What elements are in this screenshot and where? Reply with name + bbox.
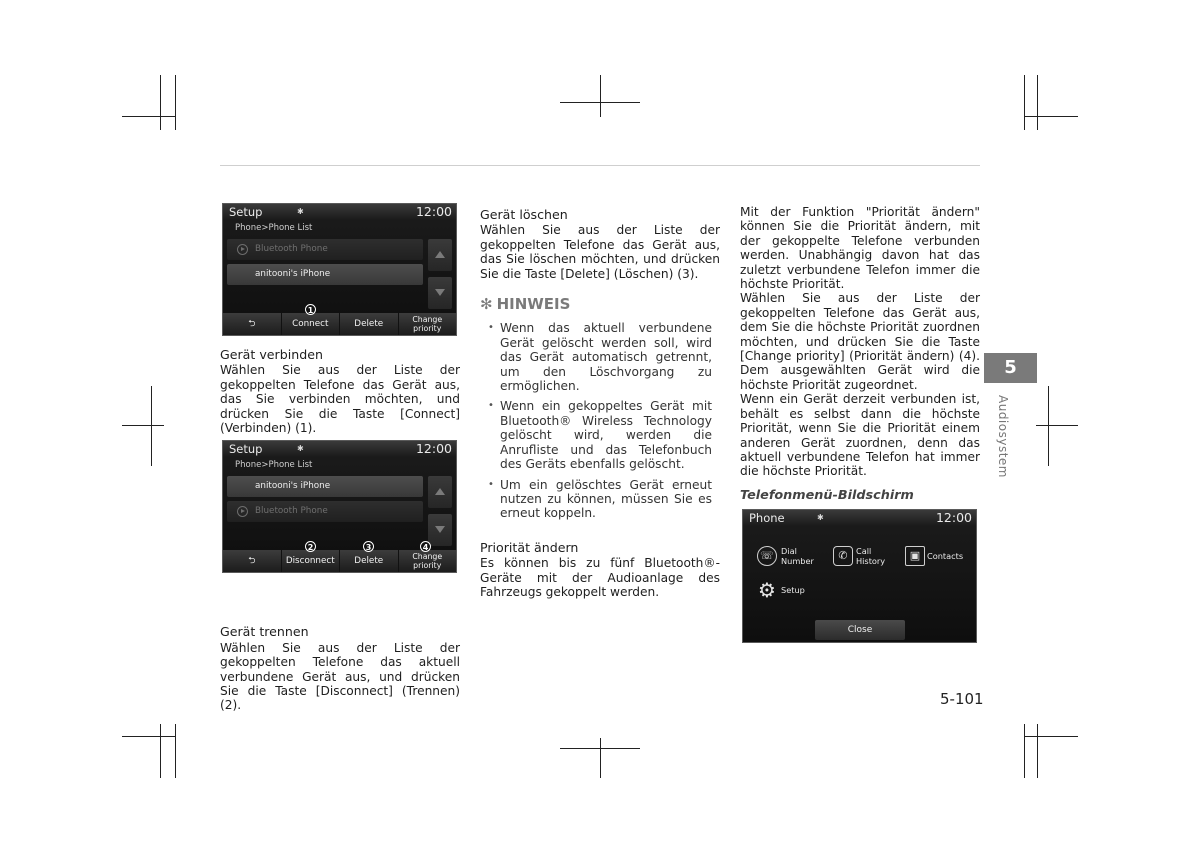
- contacts-icon[interactable]: ▣: [905, 546, 925, 566]
- section-text: Wählen Sie aus der Liste der gekoppelten Telefone das aktuell verbundene Gerät aus, und drücken Sie die Taste [Disconnect] (Trennen) (2).: [220, 640, 460, 713]
- page-number: 5-101: [940, 690, 984, 708]
- crop-mark: [1024, 736, 1078, 737]
- back-arrow-icon: ⮌: [248, 556, 256, 566]
- chapter-tab: 5: [984, 353, 1037, 383]
- list-item: • Wenn ein gekoppeltes Gerät mit Bluetooth® Wireless Technology gelöscht wird, werden die Anrufliste und das Telefonbuch des Geräts ebenfalls gelöscht.: [480, 399, 720, 471]
- section-heading: Gerät löschen: [480, 207, 568, 222]
- chapter-label: Audiosystem: [996, 395, 1010, 478]
- section-text: Mit der Funktion "Priorität ändern" können Sie die Priorität ändern, mit der gekoppelte Telefone verbunden werden. Unabhängig davon hat das zuletzt verbundene Telefon immer die höchste Priorität.: [740, 205, 980, 292]
- crop-mark: [1024, 75, 1025, 130]
- crop-mark: [122, 425, 164, 426]
- crop-mark: [1024, 116, 1078, 117]
- list-item-label: anitooni's iPhone: [255, 481, 331, 491]
- list-item[interactable]: [227, 501, 423, 522]
- callout-marker: 3: [363, 541, 374, 552]
- section-text: Es können bis zu fünf Bluetooth®-Geräte mit der Audioanlage des Fahrzeugs gekoppelt werden.: [480, 556, 720, 599]
- bluetooth-icon: ✱: [297, 207, 304, 216]
- scroll-up-button[interactable]: [428, 476, 452, 508]
- list-item[interactable]: [227, 476, 423, 497]
- screen-title: Setup: [229, 442, 263, 456]
- callout-marker: 4: [420, 541, 431, 552]
- asterisk-icon: ✻: [480, 295, 493, 314]
- bluetooth-icon: ✱: [817, 513, 824, 522]
- note-title: [480, 295, 720, 314]
- call-history-icon[interactable]: ✆: [833, 546, 853, 566]
- crop-mark: [1037, 75, 1038, 130]
- scroll-down-button[interactable]: [428, 514, 452, 546]
- screen-title: Setup: [229, 205, 263, 219]
- contacts-label[interactable]: Contacts: [927, 551, 964, 561]
- crop-mark: [1024, 724, 1025, 778]
- screen-breadcrumb: Phone>Phone List: [235, 223, 313, 233]
- back-arrow-icon: ⮌: [248, 319, 256, 329]
- section-heading: Gerät trennen: [220, 624, 309, 640]
- list-item: • Wenn das aktuell verbundene Gerät gelöscht werden soll, wird das Gerät automatisch getrennt, um den Löschvorgang zu ermöglichen.: [480, 321, 720, 393]
- call-history-label[interactable]: Call History: [856, 546, 886, 566]
- crop-mark: [1048, 386, 1049, 466]
- arrow-down-icon: [435, 526, 445, 533]
- section-text: Wählen Sie aus der Liste der gekoppelten Telefone das Gerät aus, das Sie verbinden möchten, und drücken Sie die Taste [Connect] (Verbinden) (1).: [220, 363, 460, 436]
- crop-mark: [175, 75, 176, 130]
- crop-mark: [600, 738, 601, 778]
- section-heading: Gerät verbinden: [220, 347, 323, 362]
- dial-number-label[interactable]: Dial Number: [781, 546, 814, 566]
- section-heading: Priorität ändern: [480, 539, 579, 555]
- connect-button[interactable]: Connect: [282, 313, 341, 335]
- callout-marker: 1: [305, 304, 316, 315]
- header-rule: [220, 165, 980, 166]
- callout-marker: 2: [305, 541, 316, 552]
- change-priority-button[interactable]: Change priority: [412, 315, 443, 333]
- column-middle: [480, 200, 720, 599]
- list-item-label: anitooni's iPhone: [255, 269, 331, 279]
- back-button[interactable]: [223, 550, 282, 572]
- column-right: [740, 200, 980, 503]
- screen-title: Phone: [749, 511, 785, 525]
- crop-mark: [160, 724, 161, 778]
- section-heading: Telefonmenü-Bildschirm: [740, 487, 914, 503]
- phone-menu-screen: [742, 509, 977, 643]
- crop-mark: [151, 386, 152, 466]
- arrow-up-icon: [435, 488, 445, 495]
- section-text: Wählen Sie aus der Liste der gekoppelten Telefone das Gerät aus, das Sie löschen möchten, und drücken Sie die Taste [Delete] (Löschen) (3).: [480, 223, 720, 281]
- screen-clock: 12:00: [935, 510, 972, 525]
- disconnect-button[interactable]: Disconnect: [282, 550, 341, 572]
- screen-button-bar: [223, 550, 456, 572]
- screen-breadcrumb: Phone>Phone List: [235, 460, 313, 470]
- play-icon: [237, 506, 248, 517]
- section-text: Wenn ein Gerät derzeit verbunden ist, behält es selbst dann die höchste Priorität, wenn Sie die Priorität einem anderen Gerät zuordnen, denn das aktuell verbundene Telefon hat immer die höchste Priorität.: [740, 392, 980, 479]
- gear-icon[interactable]: ⚙: [758, 578, 776, 602]
- phone-dial-icon[interactable]: ☏: [757, 546, 777, 566]
- crop-mark: [122, 116, 176, 117]
- bluetooth-icon: ✱: [297, 444, 304, 453]
- screen-clock: 12:00: [415, 204, 452, 219]
- list-item: • Um ein gelöschtes Gerät erneut nutzen zu können, müssen Sie es erneut koppeln.: [480, 478, 720, 521]
- list-item-label: Bluetooth Phone: [255, 506, 328, 516]
- crop-mark: [122, 736, 176, 737]
- change-priority-button[interactable]: Change priority: [412, 552, 443, 570]
- crop-mark: [1037, 724, 1038, 778]
- crop-mark: [175, 724, 176, 778]
- list-item-label: Bluetooth Phone: [255, 244, 328, 254]
- screen-clock: 12:00: [415, 441, 452, 456]
- section-text: Wählen Sie aus der Liste der gekoppelten Telefone das Gerät aus, dem Sie die höchste Priorität zuordnen möchten, und drücken Sie die Taste [Change priority] (Priorität ändern) (4). Dem ausgewählten Gerät wird die höchste Priorität zugeordnet.: [740, 291, 980, 392]
- note-list: [480, 321, 720, 520]
- delete-button[interactable]: Delete: [340, 313, 399, 335]
- close-button[interactable]: Close: [815, 620, 905, 640]
- note-title-text: HINWEIS: [496, 295, 571, 314]
- phone-list-screen-disconnect: [222, 440, 457, 573]
- crop-mark: [1036, 425, 1078, 426]
- crop-mark: [600, 75, 601, 117]
- setup-label[interactable]: Setup: [781, 585, 805, 595]
- delete-button[interactable]: Delete: [340, 550, 399, 572]
- crop-mark: [160, 75, 161, 130]
